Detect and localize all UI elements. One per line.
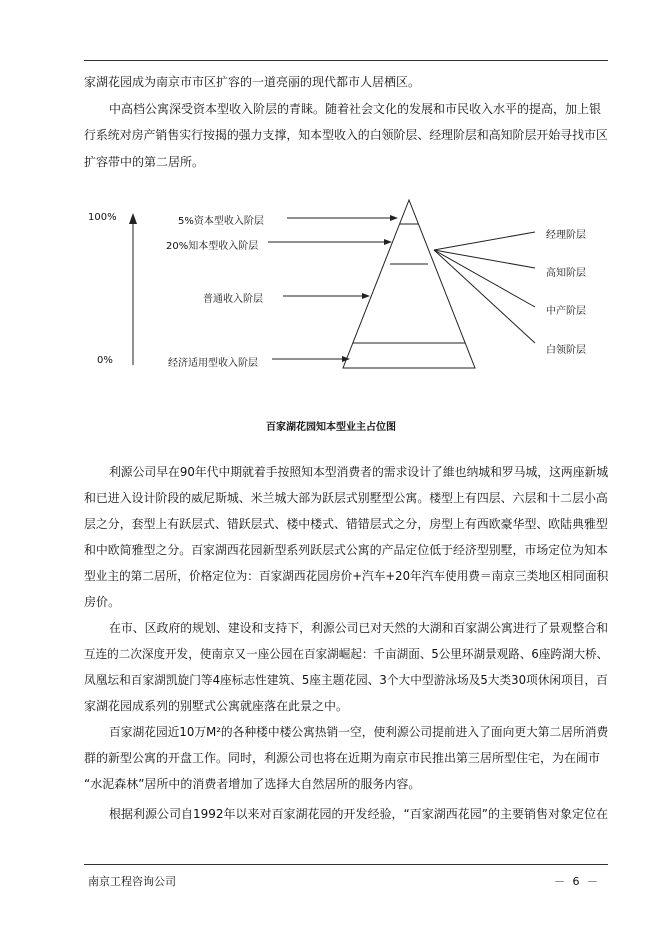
footer-rule [84, 864, 608, 865]
left-label-ordinary: 普通收入阶层 [203, 294, 263, 305]
paragraph-line: 和中欧简雅型之分。百家湖西花园新型系列跃层式公寓的产品定位低于经济型别墅，市场定位为知本 [84, 543, 608, 557]
axis-top-label: 100% [88, 212, 117, 223]
paragraph-line: 家湖花园成为南京市市区扩容的一道亮丽的现代都市人居栖区。 [84, 75, 421, 89]
paragraph-line: 扩容带中的第二居所。 [84, 155, 205, 169]
right-label-middle-class: 中产阶层 [546, 306, 586, 317]
paragraph-line: 群的新型公寓的开盘工作。同时，利源公司也将在近期为南京市民推出第三居所型住宅，为在闹市 [84, 751, 601, 765]
level-arrow-head [390, 215, 398, 221]
paragraph-line: 层之分，套型上有跃层式、错跃层式、楼中楼式、错错层式之分，房型上有西欧豪华型、欧陆典雅型 [84, 517, 608, 531]
paragraph-line: 凤凰坛和百家湖凯旋门等4座标志性建筑、5座主题花园、3个大中型游泳场及5大类30项休闲项目，百 [84, 673, 608, 687]
level-arrow-head [362, 293, 370, 299]
paragraph-line: 互连的二次深度开发，使南京又一座公园在百家湖崛起：千亩湖面、5公里环湖景观路、6座跨湖大桥、 [84, 647, 609, 661]
right-label-white-collar: 白领阶层 [546, 345, 586, 356]
fan-line [434, 232, 535, 250]
paragraph-line: “水泥森林”居所中的消费者增加了选择大自然居所的服务内容。 [84, 777, 421, 791]
fan-line [434, 250, 535, 343]
right-label-intellectual: 高知阶层 [546, 268, 586, 279]
paragraph-line: 房价。 [84, 595, 121, 609]
paragraph-line: 利源公司早在90年代中期就着手按照知本型消费者的需求设计了維也纳城和罗马城，这两座新城 [109, 465, 609, 479]
right-label-manager: 经理阶层 [546, 230, 586, 241]
level-arrow-head [384, 239, 392, 245]
paragraph-line: 中高档公寓深受资本型收入阶层的青睐。随着社会文化的发展和市民收入水平的提高，加上银 [109, 102, 602, 116]
left-label-affordable: 经济适用型收入阶层 [168, 358, 258, 369]
paragraph-line: 型业主的第二居所，价格定位为：百家湖西花园房价+汽车+20年汽车使用费＝南京三类地区相同面积 [84, 569, 609, 583]
paragraph-line: 家湖花园成系列的别墅式公寓就座落在此景之中。 [84, 699, 349, 713]
footer-company: 南京工程咨询公司 [88, 875, 176, 888]
paragraph-line: 百家湖花园近10万M²的各种楼中楼公寓热销一空，使利源公司提前进入了面向更大第二居所消费 [109, 725, 609, 739]
page-number: － 6 － [554, 875, 600, 888]
axis-arrow [129, 213, 137, 224]
axis-bottom-label: 0% [97, 355, 113, 366]
paragraph-line: 和已进入设计阶段的威尼斯城、米兰城大部为跃层式别墅型公寓。楼型上有四层、六层和十二层小高 [84, 491, 608, 505]
paragraph-line: 在市、区政府的规划、建设和支持下，利源公司已对天然的大湖和百家湖公寓进行了景观整合和 [109, 621, 608, 635]
paragraph-line: 根据利源公司自1992年以来对百家湖花园的开发经验，“百家湖西花园”的主要销售对象定位在 [109, 807, 608, 821]
diagram-caption: 百家湖花园知本型业主占位图 [266, 422, 396, 433]
left-label-knowledge: 20%知本型收入阶层 [166, 241, 259, 252]
left-label-capital: 5%资本型收入阶层 [178, 216, 264, 227]
paragraph-line: 行系统对房产销售实行按揭的强力支撑，知本型收入的白领阶层、经理阶层和高知阶层开始寻找市区 [84, 128, 608, 142]
